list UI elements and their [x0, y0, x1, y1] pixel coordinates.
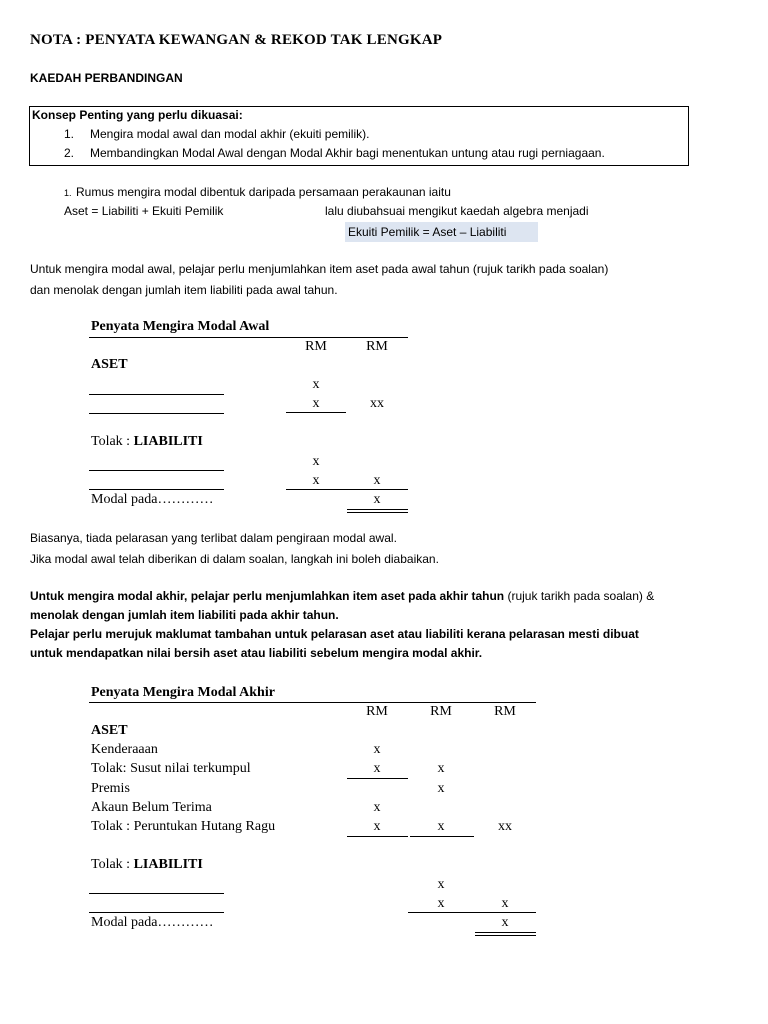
closing-col2-header: RM	[430, 704, 452, 719]
formula-intro: Rumus mengira modal dibentuk daripada persamaan perakaunan iaitu	[76, 185, 451, 199]
opening-liab-blank-2	[89, 489, 224, 490]
closing-tolak-liabiliti: Tolak : LIABILITI	[91, 857, 203, 872]
accounting-equation: Aset = Liabiliti + Ekuiti Pemilik	[64, 204, 224, 218]
concept-item-1: Mengira modal awal dan modal akhir (ekuiti pemilik).	[90, 127, 370, 141]
closing-instruction-line3: Pelajar perlu merujuk maklumat tambahan untuk pelarasan aset atau liabiliti kerana pelarasan mesti dibuat	[30, 627, 639, 641]
closing-statement-title: Penyata Mengira Modal Akhir	[91, 685, 275, 700]
opening-tolak-liabiliti: Tolak : LIABILITI	[91, 434, 203, 449]
closing-liab-2-c2: x	[437, 896, 445, 911]
opening-aset-1-c1: x	[312, 377, 320, 392]
closing-col1-header: RM	[366, 704, 388, 719]
concept-item-2-num: 2.	[64, 146, 75, 160]
closing-modal-value: x	[501, 915, 509, 930]
formula-num: 1.	[64, 188, 72, 198]
closing-row-c2: x	[437, 781, 445, 796]
opening-instruction-line1: Untuk mengira modal awal, pelajar perlu menjumlahkan item aset pada awal tahun (rujuk tarikh pada soalan)	[30, 262, 609, 276]
closing-liab-subtotal-rule	[408, 912, 536, 913]
closing-col3-header: RM	[494, 704, 516, 719]
opening-statement-header-rule	[89, 337, 408, 338]
concept-item-1-num: 1.	[64, 127, 75, 141]
opening-aset-total: xx	[370, 396, 384, 411]
closing-row-c1: x	[373, 742, 381, 757]
closing-row-c3: xx	[498, 819, 512, 834]
opening-col2-header: RM	[366, 339, 388, 354]
closing-instruction-line1: Untuk mengira modal akhir, pelajar perlu menjumlahkan item aset pada akhir tahun (rujuk tarikh pada soalan) &	[30, 589, 655, 603]
formula-note: lalu diubahsuai mengikut kaedah algebra menjadi	[325, 204, 589, 218]
opening-statement-title: Penyata Mengira Modal Awal	[91, 319, 270, 334]
opening-modal-double-rule	[347, 509, 408, 513]
closing-aset-label: ASET	[91, 723, 128, 738]
opening-instruction-line2: dan menolak dengan jumlah item liabiliti pada awal tahun.	[30, 283, 338, 297]
closing-modal-label: Modal pada…………	[91, 915, 214, 930]
opening-modal-label: Modal pada…………	[91, 492, 214, 507]
note-line-2: Jika modal awal telah diberikan di dalam soalan, langkah ini boleh diabaikan.	[30, 552, 439, 566]
closing-row-label: Tolak : Peruntukan Hutang Ragu	[91, 819, 276, 834]
closing-row-label: Tolak: Susut nilai terkumpul	[91, 761, 251, 776]
opening-aset-2-c1: x	[312, 396, 320, 411]
opening-aset-blank-2	[89, 413, 224, 414]
closing-instruction-line2: menolak dengan jumlah item liabiliti pada akhir tahun.	[30, 608, 339, 622]
closing-row-c1: x	[373, 800, 381, 815]
closing-modal-double-rule	[475, 932, 536, 936]
opening-col1-header: RM	[305, 339, 327, 354]
closing-instruction-line4: untuk mendapatkan nilai bersih aset atau liabiliti sebelum mengira modal akhir.	[30, 646, 483, 660]
concept-item-2: Membandingkan Modal Awal dengan Modal Akhir bagi menentukan untung atau rugi perniagaan.	[90, 146, 605, 160]
opening-liab-blank-1	[89, 470, 224, 471]
section-heading: KAEDAH PERBANDINGAN	[30, 71, 183, 85]
closing-statement-header-rule	[89, 702, 536, 703]
closing-aset-subtotal-rule	[410, 836, 474, 837]
closing-liab-total: x	[501, 896, 509, 911]
closing-liab-blank-2	[89, 912, 224, 913]
closing-row-label: Akaun Belum Terima	[91, 800, 212, 815]
closing-row-c2: x	[437, 819, 445, 834]
closing-row-c1: x	[373, 761, 381, 776]
closing-vehicle-subtotal-rule	[347, 778, 408, 779]
closing-row-c1: x	[373, 819, 381, 834]
opening-aset-label: ASET	[91, 357, 128, 372]
opening-liab-2-c1: x	[312, 473, 320, 488]
page-title: NOTA : PENYATA KEWANGAN & REKOD TAK LENGKAP	[30, 32, 443, 48]
rearranged-equation: Ekuiti Pemilik = Aset – Liabiliti	[345, 222, 538, 242]
opening-aset-blank-1	[89, 394, 224, 395]
concept-heading: Konsep Penting yang perlu dikuasai:	[32, 108, 243, 122]
opening-liab-total: x	[373, 473, 381, 488]
closing-row-label: Kenderaaan	[91, 742, 158, 757]
opening-modal-value: x	[373, 492, 381, 507]
opening-aset-subtotal-rule	[286, 412, 346, 413]
note-line-1: Biasanya, tiada pelarasan yang terlibat dalam pengiraan modal awal.	[30, 531, 397, 545]
opening-liab-subtotal-rule	[286, 489, 408, 490]
opening-liab-1-c1: x	[312, 454, 320, 469]
closing-row-label: Premis	[91, 781, 130, 796]
closing-liab-blank-1	[89, 893, 224, 894]
closing-row-c2: x	[437, 761, 445, 776]
closing-liab-1-c2: x	[437, 877, 445, 892]
closing-receivable-subtotal-rule	[347, 836, 408, 837]
